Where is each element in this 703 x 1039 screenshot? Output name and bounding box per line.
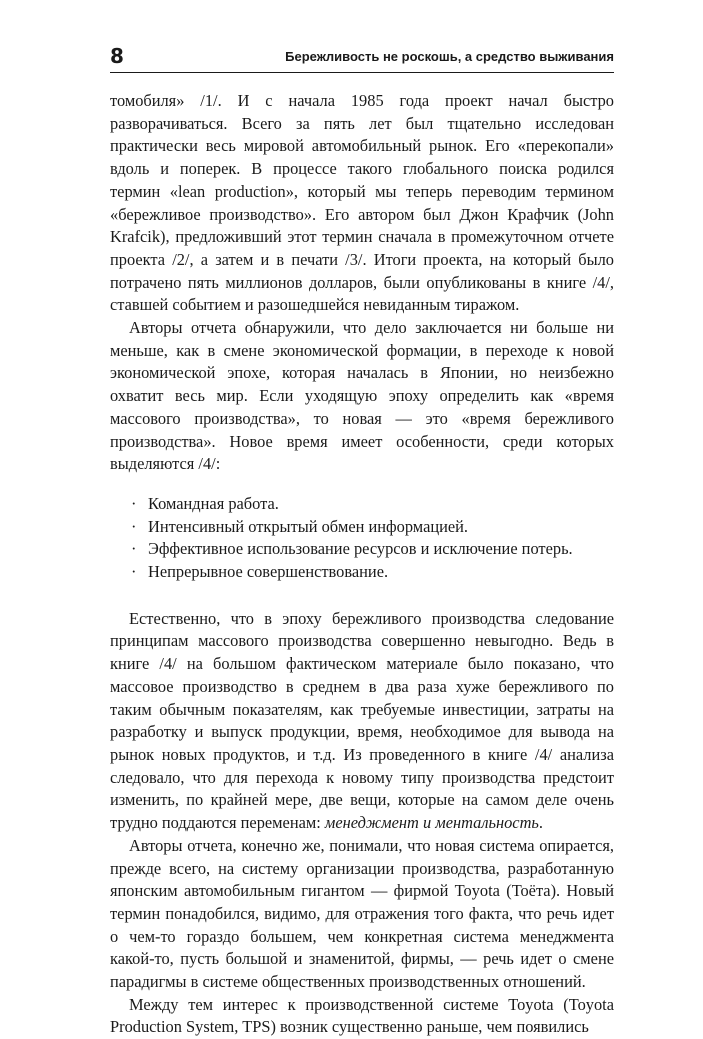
bullet-marker: ·	[131, 516, 137, 536]
list-item	[110, 493, 614, 516]
list-item	[110, 516, 614, 539]
list-item-text: Эффективное использование ресурсов и исключение потерь.	[148, 539, 573, 559]
page-number: 8	[110, 44, 124, 68]
running-title: Бережливость не роскошь, а средство выживания	[285, 49, 614, 64]
list-item-text: Командная работа.	[148, 493, 279, 513]
bullet-marker: ·	[131, 562, 137, 582]
list-item	[110, 538, 614, 561]
paragraph-3-end: .	[538, 813, 543, 833]
header-rule	[110, 72, 614, 73]
bullet-marker: ·	[131, 493, 137, 513]
paragraph-5: Между тем интерес к производственной системе Toyota (Toyota Production System, TPS) возник существенно раньше, чем появились	[110, 994, 614, 1037]
list-item	[110, 561, 614, 584]
list-item-text: Интенсивный открытый обмен информацией.	[148, 516, 469, 536]
bullet-marker: ·	[131, 539, 137, 559]
paragraph-3-emphasis: менеджмент и ментальность	[324, 813, 539, 833]
page-header	[110, 44, 614, 70]
bullet-list	[110, 493, 614, 584]
paragraph-3	[110, 608, 614, 835]
paragraph-2: Авторы отчета обнаружили, что дело заключается ни больше ни меньше, как в смене экономической формации, в переходе к новой экономической эпохе, которая началась в Японии, но неизбежно охватит весь мир. Если уходящую эпоху определить как «время массового производства», то новая — это «время бережливого производства». Новое время имеет особенности, среди которых выделяются /4/:	[110, 318, 614, 474]
paragraph-1: томобиля» /1/. И с начала 1985 года проект начал быстро разворачиваться. Всего за пять лет был тщательно исследован практически весь мировой автомобильный рынок. Его «перекопали» вдоль и поперек. В процессе такого глобального поиска родился термин «lean production», который мы теперь переводим термином «бережливое производство». Его автором был Джон Крафчик (John Krafcik), предложивший этот термин сначала в промежуточном отчете проекта /2/, а затем и в печати /3/. Итоги проекта, на который было потрачено пять миллионов долларов, были опубликованы в книге /4/, ставшей событием и разошедшейся невиданным тиражом.	[110, 91, 614, 315]
list-item-text: Непрерывное совершенствование.	[148, 562, 389, 582]
paragraph-4: Авторы отчета, конечно же, понимали, что новая система опирается, прежде всего, на систему организации производства, разработанную японским автомобильным гигантом — фирмой Toyota (Тоёта). Новый термин понадобился, видимо, для отражения того факта, что речь идет о чем-то гораздо большем, чем конкретная система менеджмента какой-то, пусть большой и знаменитой, фирмы, — речь идет о смене парадигмы в системе общественных производственных отношений.	[110, 835, 614, 992]
paragraph-3-text: Естественно, что в эпоху бережливого производства следование принципам массового производства совершенно невыгодно. Ведь в книге /4/ на большом фактическом материале было показано, что массовое производство в среднем в два раза хуже бережливого по таким обычным показателям, как требуемые инвестиции, затраты на разработку и выпуск продукции, время, необходимое для вывода на рынок новых продуктов, и т.д. Из проведенного в книге /4/ анализа следовало, что для перехода к новому типу производства предстоит изменить, по крайней мере, две вещи, которые на самом деле очень трудно поддаются переменам:	[110, 608, 614, 833]
body-text	[110, 90, 614, 1039]
